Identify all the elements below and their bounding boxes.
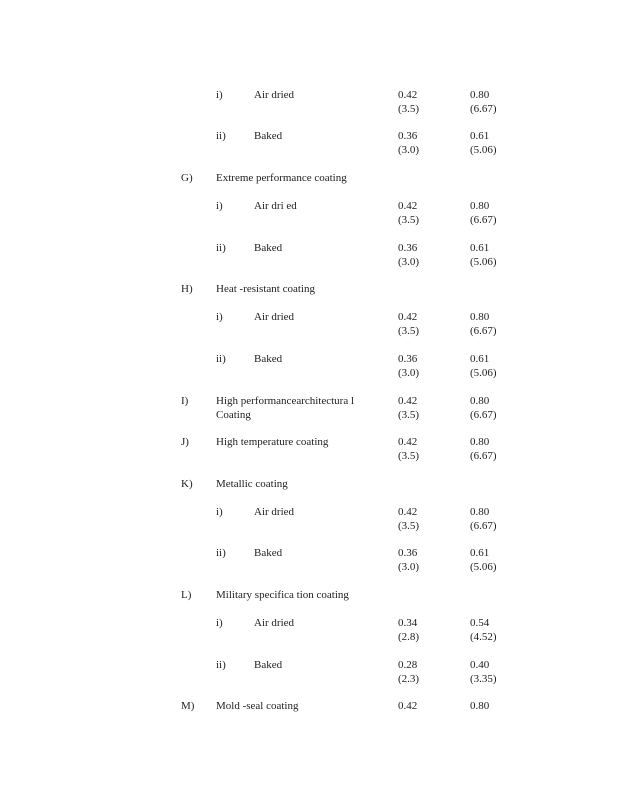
section-title: High temperature coating [216, 436, 329, 448]
section-letter: M) [181, 700, 195, 712]
value-primary: 0.34 [398, 617, 418, 629]
value-secondary: (6.67) [470, 214, 497, 226]
value-cell [470, 352, 497, 380]
value-cell [470, 394, 497, 422]
value-secondary: (3.5) [398, 325, 420, 337]
table-row [0, 241, 618, 269]
section-title-line: Coating [216, 409, 251, 421]
value-primary: 0.80 [470, 200, 490, 212]
table-row [0, 199, 618, 227]
value-secondary: (6.67) [470, 103, 497, 115]
item-roman-numeral: i) [216, 617, 223, 629]
value-cell [398, 658, 419, 686]
value-cell [470, 616, 497, 644]
value-cell [470, 129, 497, 157]
item-roman-numeral: ii) [216, 659, 226, 671]
section-letter: H) [181, 283, 193, 295]
value-secondary: (3.0) [398, 561, 420, 573]
table-row [0, 435, 618, 463]
section-title: Mold -seal coating [216, 700, 299, 712]
value-primary: 0.61 [470, 353, 490, 365]
value-primary: 0.36 [398, 130, 418, 142]
value-cell [470, 241, 497, 269]
value-cell [398, 616, 419, 644]
table-row [0, 129, 618, 157]
value-primary: 0.42 [398, 506, 418, 518]
section-title-line: High performancearchitectura l [216, 395, 355, 407]
item-label: Baked [254, 242, 283, 254]
value-cell [470, 435, 497, 463]
value-cell [470, 199, 497, 227]
value-cell [398, 394, 419, 422]
value-cell [398, 505, 419, 533]
section-letter: L) [181, 589, 192, 601]
table-row [0, 616, 618, 644]
section-row [0, 282, 618, 310]
section-title: Heat -resistant coating [216, 283, 315, 295]
value-primary: 0.42 [398, 200, 418, 212]
value-secondary: (3.5) [398, 214, 420, 226]
value-secondary: (5.06) [470, 144, 497, 156]
item-label: Baked [254, 547, 283, 559]
value-primary: 0.54 [470, 617, 490, 629]
section-letter: J) [181, 436, 189, 448]
value-secondary: (3.5) [398, 409, 420, 421]
section-row [0, 171, 618, 199]
item-roman-numeral: i) [216, 311, 223, 323]
item-label: Air dried [254, 506, 295, 518]
item-roman-numeral: ii) [216, 353, 226, 365]
item-roman-numeral: ii) [216, 547, 226, 559]
item-label: Air dried [254, 311, 295, 323]
item-roman-numeral: i) [216, 200, 223, 212]
value-secondary: (4.52) [470, 631, 497, 643]
item-roman-numeral: ii) [216, 242, 226, 254]
value-primary: 0.80 [470, 506, 490, 518]
value-secondary: (6.67) [470, 409, 497, 421]
item-label: Air dried [254, 617, 295, 629]
item-label: Air dried [254, 89, 295, 101]
value-cell [398, 352, 419, 380]
value-secondary: (3.0) [398, 367, 420, 379]
value-primary: 0.61 [470, 242, 490, 254]
value-secondary: (3.5) [398, 520, 420, 532]
section-row [0, 477, 618, 505]
value-secondary: (6.67) [470, 325, 497, 337]
item-roman-numeral: i) [216, 506, 223, 518]
item-label: Air dri ed [254, 200, 297, 212]
value-secondary: (2.8) [398, 631, 420, 643]
value-primary: 0.80 [470, 395, 490, 407]
value-secondary: (5.06) [470, 256, 497, 268]
value-secondary: (3.0) [398, 256, 420, 268]
section-letter: K) [181, 478, 193, 490]
value-secondary: (5.06) [470, 561, 497, 573]
table-row [0, 546, 618, 574]
value-cell [398, 199, 419, 227]
value-secondary: (3.35) [470, 673, 497, 685]
value-cell [398, 435, 419, 463]
value-primary: 0.80 [470, 89, 490, 101]
value-secondary: (3.0) [398, 144, 420, 156]
value-primary: 0.40 [470, 659, 490, 671]
value-primary: 0.80 [470, 700, 490, 712]
section-title: Military specifica tion coating [216, 589, 349, 601]
value-primary: 0.28 [398, 659, 418, 671]
section-title: Extreme performance coating [216, 172, 347, 184]
table-row [0, 699, 618, 727]
value-primary: 0.42 [398, 700, 418, 712]
value-secondary: (3.5) [398, 450, 420, 462]
value-secondary: (2.3) [398, 673, 420, 685]
table-row [0, 394, 618, 422]
item-label: Baked [254, 353, 283, 365]
section-row [0, 588, 618, 616]
value-primary: 0.61 [470, 547, 490, 559]
value-secondary: (5.06) [470, 367, 497, 379]
value-primary: 0.42 [398, 395, 418, 407]
value-cell [398, 241, 419, 269]
value-primary: 0.61 [470, 130, 490, 142]
value-primary: 0.36 [398, 547, 418, 559]
value-cell [470, 658, 497, 686]
section-title [216, 394, 354, 422]
value-primary: 0.80 [470, 436, 490, 448]
value-primary: 0.42 [398, 311, 418, 323]
value-primary: 0.42 [398, 436, 418, 448]
value-cell [398, 129, 419, 157]
section-letter: I) [181, 395, 189, 407]
value-cell [470, 88, 497, 116]
value-cell [470, 546, 497, 574]
section-letter: G) [181, 172, 193, 184]
table-row [0, 352, 618, 380]
table-row [0, 505, 618, 533]
value-primary: 0.42 [398, 89, 418, 101]
table-row [0, 658, 618, 686]
value-cell [398, 310, 419, 338]
value-secondary: (6.67) [470, 520, 497, 532]
value-cell [398, 88, 419, 116]
value-primary: 0.80 [470, 311, 490, 323]
item-label: Baked [254, 659, 283, 671]
value-primary: 0.36 [398, 242, 418, 254]
value-cell [398, 546, 419, 574]
table-row [0, 88, 618, 116]
value-secondary: (6.67) [470, 450, 497, 462]
value-primary: 0.36 [398, 353, 418, 365]
value-cell [470, 505, 497, 533]
item-roman-numeral: ii) [216, 130, 226, 142]
section-title: Metallic coating [216, 478, 288, 490]
item-label: Baked [254, 130, 283, 142]
value-cell [470, 310, 497, 338]
table-row [0, 310, 618, 338]
value-secondary: (3.5) [398, 103, 420, 115]
item-roman-numeral: i) [216, 89, 223, 101]
